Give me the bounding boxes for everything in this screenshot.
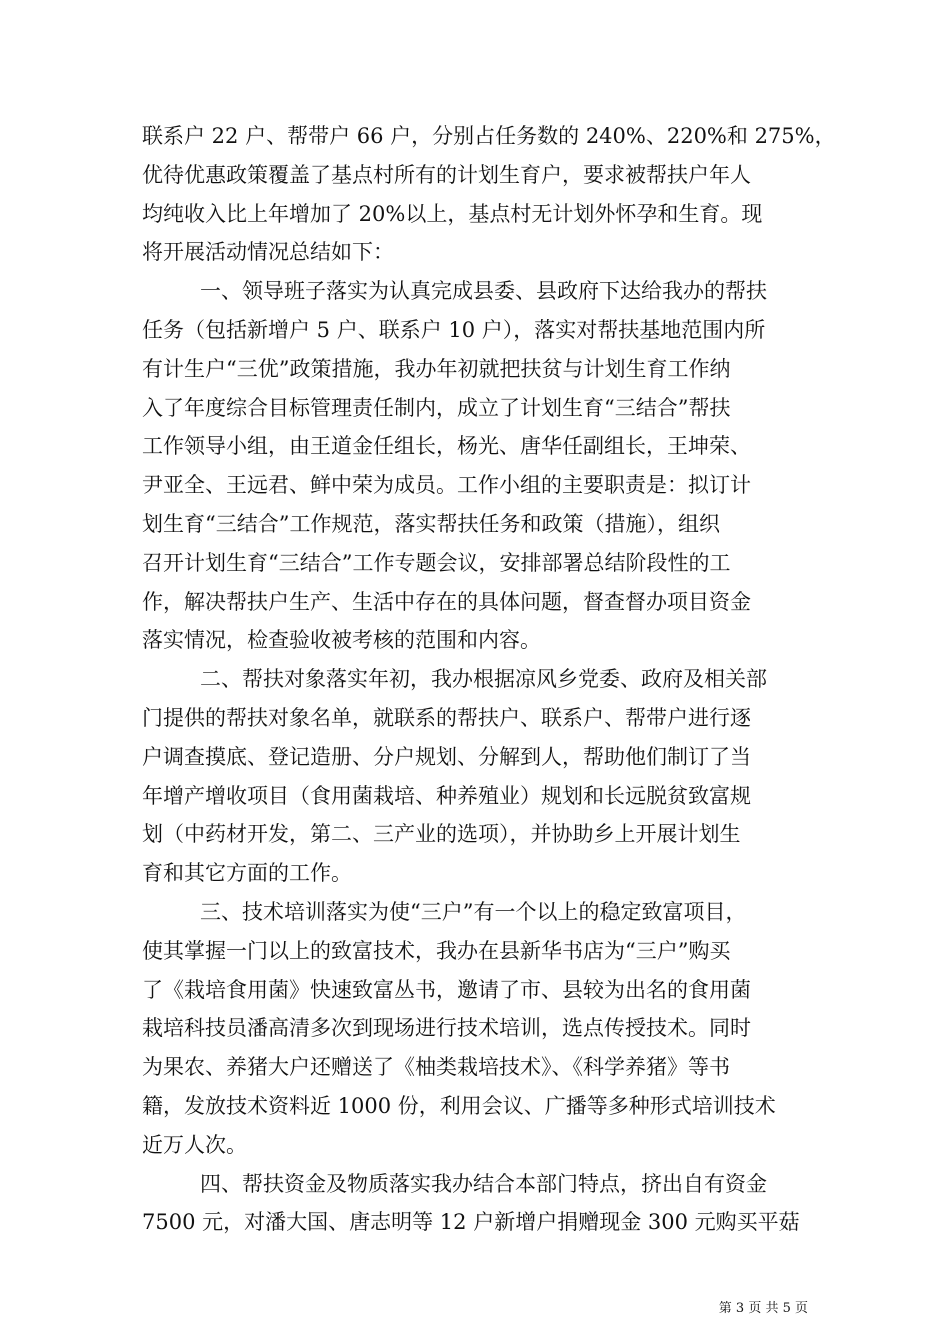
- text-line: 入了年度综合目标管理责任制内，成立了计划生育“三结合”帮扶: [142, 395, 731, 420]
- paragraph-start-line: 四、帮扶资金及物质落实我办结合本部门特点，挤出自有资金: [200, 1171, 767, 1196]
- body-text: [142, 117, 836, 1242]
- text-line: 育和其它方面的工作。: [142, 861, 352, 886]
- text-line: 落实情况，检查验收被考核的范围和内容。: [142, 628, 541, 653]
- text-line: 使其掌握一门以上的致富技术，我办在县新华书店为“三户”购买: [142, 938, 731, 963]
- text-line: 划生育“三结合”工作规范，落实帮扶任务和政策（措施），组织: [142, 511, 720, 536]
- text-line: 尹亚全、王远君、鲜中荣为成员。工作小组的主要职责是：拟订计: [142, 473, 751, 498]
- text-line: 为果农、养猪大户还赠送了《柚类栽培技术》、《科学养猪》等书: [142, 1055, 730, 1080]
- text-line: 栽培科技员潘高清多次到现场进行技术培训，选点传授技术。同时: [142, 1016, 751, 1041]
- paragraph-start-line: 一、领导班子落实为认真完成县委、县政府下达给我办的帮扶: [200, 279, 767, 304]
- text-line: 户调查摸底、登记造册、分户规划、分解到人，帮助他们制订了当: [142, 744, 751, 769]
- text-line: 划（中药材开发，第二、三产业的选项），并协助乡上开展计划生: [142, 822, 741, 847]
- text-line: 籍，发放技术资料近 1000 份，利用会议、广播等多种形式培训技术: [142, 1093, 776, 1118]
- text-line: 门提供的帮扶对象名单，就联系的帮扶户、联系户、帮带户进行逐: [142, 705, 751, 730]
- paragraph-start-line: 二、帮扶对象落实年初，我办根据凉风乡党委、政府及相关部: [200, 667, 767, 692]
- text-line: 7500 元，对潘大国、唐志明等 12 户新增户捐赠现金 300 元购买平菇: [142, 1210, 800, 1235]
- paragraph-start-line: 三、技术培训落实为使“三户”有一个以上的稳定致富项目，: [200, 899, 747, 924]
- text-line: 工作领导小组，由王道金任组长，杨光、唐华任副组长，王坤荣、: [142, 434, 751, 459]
- text-line: 联系户 22 户、帮带户 66 户，分别占任务数的 240%、220%和 275%，: [142, 124, 836, 148]
- text-line: 任务（包括新增户 5 户、联系户 10 户），落实对帮扶基地范围内所: [142, 317, 766, 342]
- text-line: 均纯收入比上年增加了 20%以上，基点村无计划外怀孕和生育。现: [142, 201, 763, 226]
- text-line: 了《栽培食用菌》快速致富丛书，邀请了市、县较为出名的食用菌: [142, 977, 751, 1002]
- text-line: 召开计划生育“三结合”工作专题会议，安排部署总结阶段性的工: [142, 550, 731, 575]
- text-line: 将开展活动情况总结如下：: [142, 240, 394, 265]
- text-line: 优待优惠政策覆盖了基点村所有的计划生育户，要求被帮扶户年人: [142, 162, 751, 187]
- page-number-footer: 第 3 页 共 5 页: [718, 1301, 808, 1316]
- text-line: 有计生户“三优”政策措施，我办年初就把扶贫与计划生育工作纳: [142, 356, 731, 381]
- text-line: 近万人次。: [142, 1132, 247, 1157]
- text-line: 作，解决帮扶户生产、生活中存在的具体问题，督查督办项目资金: [142, 589, 751, 614]
- text-line: 年增产增收项目（食用菌栽培、种养殖业）规划和长远脱贫致富规: [142, 783, 751, 808]
